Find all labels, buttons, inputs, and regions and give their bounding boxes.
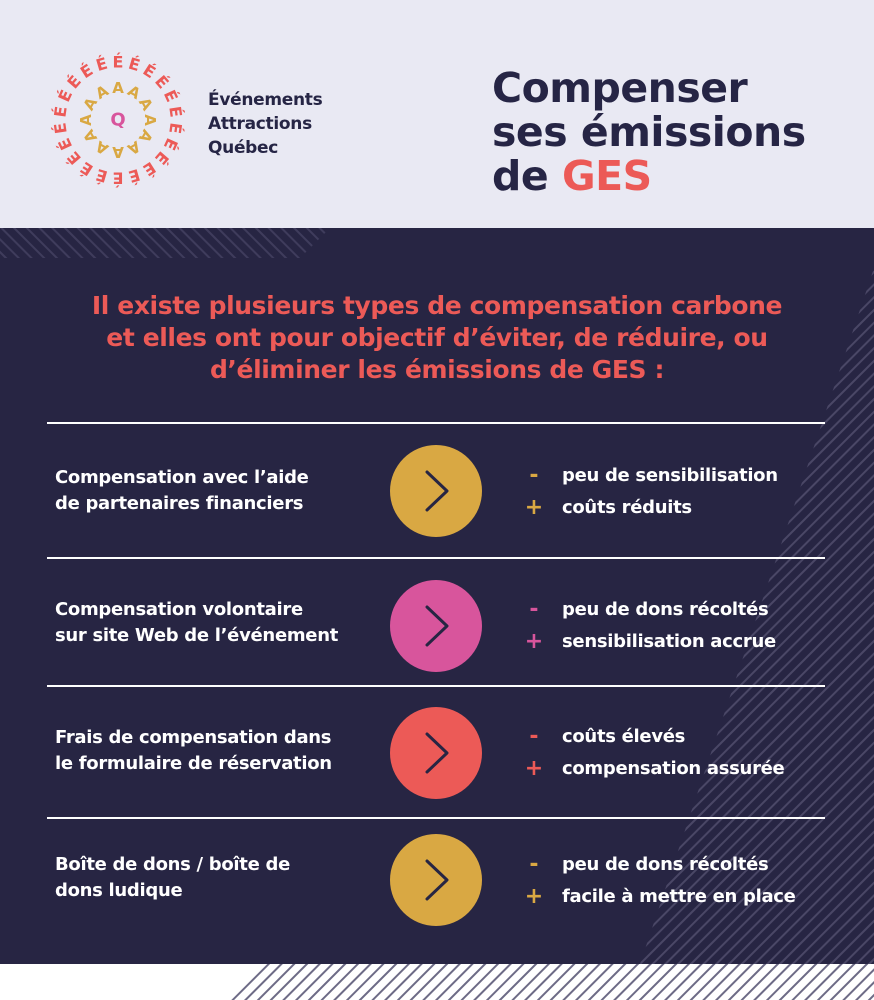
minus-sign: - (529, 463, 539, 488)
logo-letter: A (135, 94, 157, 114)
logo-letter: É (63, 71, 85, 93)
logo-letter: É (165, 121, 186, 136)
intro-line-3: d’éliminer les émissions de GES : (209, 355, 665, 384)
chevron-right-icon (416, 466, 456, 516)
main-panel (0, 228, 874, 964)
page-title (492, 66, 806, 198)
intro-line-1: Il existe plusieurs types de compensation carbone (91, 291, 783, 320)
logo-letter: A (92, 81, 112, 103)
option-arrow-button[interactable] (390, 834, 482, 926)
logo-letter: É (76, 60, 97, 83)
option-label-line: Frais de compensation dans (55, 727, 332, 748)
minus-sign: - (529, 852, 539, 877)
option-label-line: Compensation volontaire (55, 599, 303, 620)
logo-letter: É (139, 60, 160, 83)
minus-sign: - (529, 724, 539, 749)
logo-letter: É (151, 147, 173, 169)
logo-letter: É (54, 135, 77, 154)
title-line-1: Compenser (492, 64, 748, 112)
plus-sign: + (524, 884, 544, 909)
chevron-right-icon (416, 601, 456, 651)
intro-line-2: et elles ont pour objectif d’éviter, de réduire, ou (106, 323, 768, 352)
logo-letter: A (135, 126, 157, 146)
divider (47, 817, 825, 819)
option-benefit: compensation assurée (562, 758, 785, 779)
logo-letter: É (126, 53, 143, 76)
title-prefix: de (492, 152, 562, 200)
plus-sign: + (524, 629, 544, 654)
logo-letter: É (159, 135, 182, 154)
logo-center-letter: Q (110, 109, 126, 131)
logo-letter: A (79, 126, 101, 146)
option-label-line: dons ludique (55, 880, 183, 901)
logo-letter: É (93, 53, 110, 76)
logo-letter: A (79, 94, 101, 114)
option-label-line: Compensation avec l’aide (55, 467, 309, 488)
option-arrow-button[interactable] (390, 580, 482, 672)
option-drawback: coûts élevés (562, 726, 686, 747)
option-label-line: le formulaire de réservation (55, 753, 332, 774)
logo-letter: A (124, 137, 144, 159)
logo-letter: É (165, 104, 186, 119)
decorative-stripes (0, 964, 874, 1000)
option-label-line: Boîte de dons / boîte de (55, 854, 290, 875)
logo-letter: É (112, 52, 124, 72)
option-benefit: facile à mettre en place (562, 886, 796, 907)
logo-letter: É (76, 157, 97, 180)
option-label (55, 465, 375, 517)
plus-sign: + (524, 495, 544, 520)
logo-letter: É (54, 86, 77, 105)
logo-letter: É (126, 164, 143, 187)
logo-letter: É (50, 121, 71, 136)
plus-sign: + (524, 756, 544, 781)
option-arrow-button[interactable] (390, 445, 482, 537)
logo-letter: É (151, 71, 173, 93)
chevron-right-icon (416, 855, 456, 905)
option-benefit: sensibilisation accrue (562, 631, 776, 652)
divider (47, 557, 825, 559)
intro-text (40, 290, 834, 386)
logo-line-3: Québec (208, 138, 279, 158)
logo-line-1: Événements (208, 90, 323, 110)
logo-letter: A (112, 143, 124, 161)
logo-wordmark (208, 88, 322, 160)
option-arrow-button[interactable] (390, 707, 482, 799)
option-label (55, 852, 375, 904)
option-label (55, 725, 375, 777)
logo-letter: A (112, 79, 124, 97)
divider (47, 685, 825, 687)
logo-line-2: Attractions (208, 114, 312, 134)
divider (47, 422, 825, 424)
logo-letter: A (124, 81, 144, 103)
logo-letter: A (77, 114, 95, 126)
option-label (55, 597, 375, 649)
chevron-right-icon (416, 728, 456, 778)
logo-letter: A (92, 137, 112, 159)
option-label-line: sur site Web de l’événement (55, 625, 339, 646)
logo-letter: É (63, 147, 85, 169)
logo-letter: É (50, 104, 71, 119)
logo-icon (48, 50, 188, 190)
minus-sign: - (529, 597, 539, 622)
option-benefit: coûts réduits (562, 497, 692, 518)
logo-letter: É (93, 164, 110, 187)
logo-letter: É (159, 86, 182, 105)
option-drawback: peu de dons récoltés (562, 854, 769, 875)
option-drawback: peu de sensibilisation (562, 465, 778, 486)
title-line-3 (492, 154, 806, 198)
logo-letter: É (112, 168, 124, 188)
logo-letter: É (139, 157, 160, 180)
title-line-2: ses émissions (492, 108, 806, 156)
option-label-line: de partenaires financiers (55, 493, 304, 514)
option-drawback: peu de dons récoltés (562, 599, 769, 620)
header (0, 0, 874, 228)
logo-letter: A (141, 114, 159, 126)
title-accent: GES (561, 152, 652, 200)
